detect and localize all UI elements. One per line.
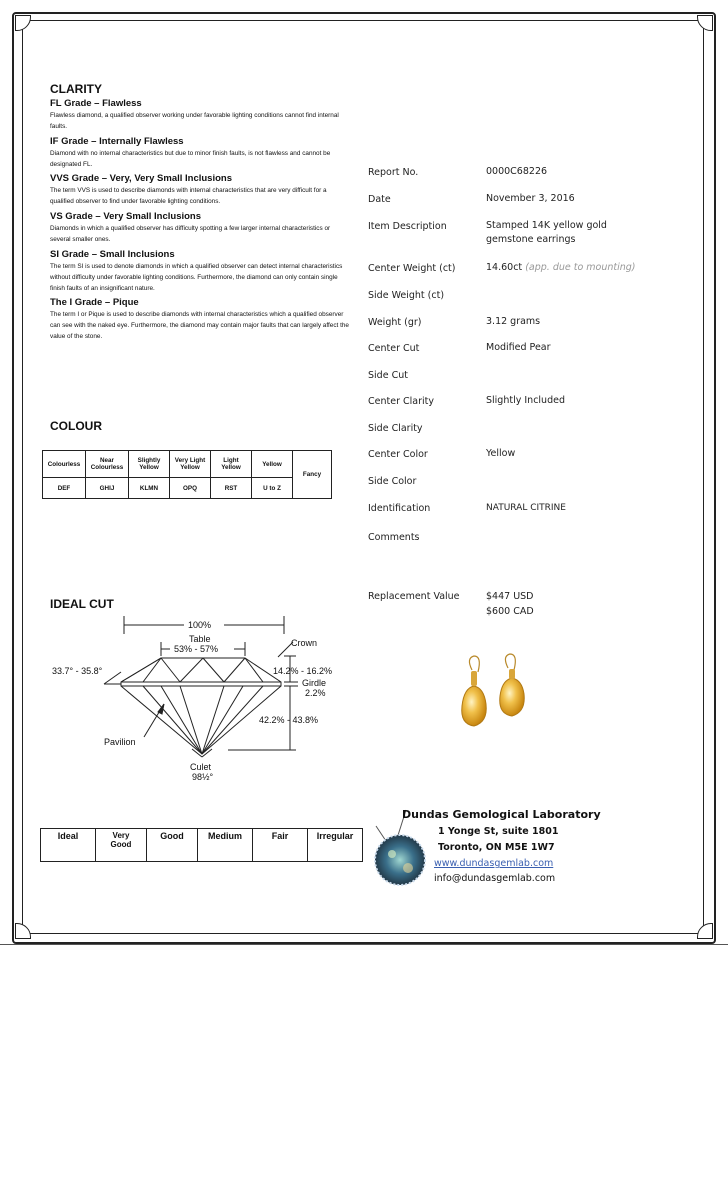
field-label: Center Color xyxy=(368,449,428,460)
center-weight-value: 14.60ct xyxy=(486,262,523,273)
lab-website-link[interactable]: www.dundasgemlab.com xyxy=(434,858,554,869)
cut-pavilion-label: Pavilion xyxy=(104,737,136,747)
cut-table-label: Table xyxy=(189,634,211,644)
earrings-photo xyxy=(450,650,530,750)
field-value: Yellow xyxy=(486,448,516,459)
colour-col-grades: KLMN xyxy=(129,478,170,499)
colour-col-name: Very Light Yellow xyxy=(170,451,211,478)
clarity-grade-desc: Diamonds in which a qualified observer has difficulty spotting a few larger internal characteristics or several smaller ones. xyxy=(50,225,331,243)
cut-grade-fair: Fair xyxy=(253,829,308,862)
clarity-title: CLARITY xyxy=(50,82,102,96)
cut-grade-good: Good xyxy=(147,829,198,862)
field-label: Comments xyxy=(368,532,420,543)
colour-col-name: Slightly Yellow xyxy=(129,451,170,478)
lab-name: Dundas Gemological Laboratory xyxy=(402,808,601,821)
clarity-grade-desc: The term I or Pique is used to describe diamonds with internal characteristics which a qualified observer can see with the naked eye. Furthermore, the diamond may contain major faults that can largely affect the value of the stone. xyxy=(50,311,349,340)
clarity-grade-heading: VVS Grade – Very, Very Small Inclusions xyxy=(50,173,232,184)
field-value: Stamped 14K yellow gold gemstone earrings xyxy=(486,220,607,245)
cut-table-range: 53% - 57% xyxy=(174,644,219,654)
cut-total-label: 100% xyxy=(188,620,212,630)
field-label: Side Color xyxy=(368,476,417,487)
clarity-grade-heading: VS Grade – Very Small Inclusions xyxy=(50,211,202,222)
colour-col-name: Yellow xyxy=(252,451,293,478)
field-label: Side Weight (ct) xyxy=(368,290,445,301)
page-edge-line xyxy=(0,944,728,945)
field-label: Identification xyxy=(368,503,431,514)
field-value: 3.12 grams xyxy=(486,316,541,327)
replacement-usd: $447 USD xyxy=(486,591,534,602)
cut-girdle-pct: 2.2% xyxy=(305,688,326,698)
clarity-grade-desc: Flawless diamond, a qualified observer working under favorable lighting conditions cannot find internal faults. xyxy=(50,112,339,130)
cut-crown-angle: 33.7° - 35.8° xyxy=(52,666,103,676)
field-label: Item Description xyxy=(368,221,447,232)
cut-grade-label: Very Good xyxy=(110,831,132,849)
colour-col-grades: GHIJ xyxy=(86,478,129,499)
field-value: Modified Pear xyxy=(486,342,551,353)
replacement-label: Replacement Value xyxy=(368,591,460,602)
clarity-grade-heading: The I Grade – Pique xyxy=(50,297,139,308)
field-label: Weight (gr) xyxy=(368,317,422,328)
cut-crown-label: Crown xyxy=(291,638,318,648)
colour-col-name: Fancy xyxy=(293,451,332,499)
cut-culet-angle: 98½° xyxy=(192,772,214,782)
field-label: Center Clarity xyxy=(368,396,434,407)
replacement-cad: $600 CAD xyxy=(486,606,534,617)
ideal-cut-title: IDEAL CUT xyxy=(50,597,114,611)
colour-scale-table xyxy=(42,450,332,499)
colour-col-name: Near Colourless xyxy=(86,451,129,478)
clarity-grade-heading: IF Grade – Internally Flawless xyxy=(50,136,184,147)
cut-grade-table xyxy=(40,828,363,862)
center-weight-note: (app. due to mounting) xyxy=(525,262,636,273)
clarity-grade-desc: The term SI is used to denote diamonds in which a qualified observer can detect internal characteristics without difficulty under favorable lighting conditions. Furthermore, the diamond can only contain single finish faults of an insignificant nature. xyxy=(50,263,343,292)
clarity-grade-heading: SI Grade – Small Inclusions xyxy=(50,249,175,260)
cut-culet-label: Culet xyxy=(190,762,212,772)
colour-col-grades: OPQ xyxy=(170,478,211,499)
cut-crown-height: 14.2% - 16.2% xyxy=(273,666,333,676)
clarity-grade-desc: Diamond with no internal characteristics but due to minor finish faults, is not flawless and cannot be designated FL. xyxy=(50,150,331,168)
cut-grade-irregular: Irregular xyxy=(308,829,363,862)
cut-girdle-label: Girdle xyxy=(302,678,327,688)
colour-col-grades: U to Z xyxy=(252,478,293,499)
cut-pavilion-depth: 42.2% - 43.8% xyxy=(259,715,319,725)
lab-address-2: Toronto, ON M5E 1W7 xyxy=(438,842,555,853)
cut-grade-medium: Medium xyxy=(198,829,253,862)
clarity-grade-heading: FL Grade – Flawless xyxy=(50,98,142,109)
colour-title: COLOUR xyxy=(50,419,102,433)
field-label: Center Cut xyxy=(368,343,420,354)
field-label: Center Weight (ct) xyxy=(368,263,456,274)
cut-grade-ideal: Ideal xyxy=(41,829,96,862)
colour-col-grades: DEF xyxy=(43,478,86,499)
field-value-center-weight xyxy=(486,261,706,275)
field-label: Side Cut xyxy=(368,370,408,381)
colour-col-name: Light Yellow xyxy=(211,451,252,478)
lab-email: info@dundasgemlab.com xyxy=(434,873,556,884)
cut-grade-very-good xyxy=(96,829,147,862)
field-value: Slightly Included xyxy=(486,395,565,406)
lab-address-1: 1 Yonge St, suite 1801 xyxy=(438,826,559,837)
field-label: Side Clarity xyxy=(368,423,423,434)
field-value: 0000C68226 xyxy=(486,166,548,177)
field-label: Date xyxy=(368,194,391,205)
colour-col-name: Colourless xyxy=(43,451,86,478)
field-label: Report No. xyxy=(368,167,419,178)
field-value: November 3, 2016 xyxy=(486,193,575,204)
field-value: NATURAL CITRINE xyxy=(486,503,566,513)
clarity-grade-desc: The term VVS is used to describe diamonds with internal characteristics that are very difficult for a qualified observer to find under favorable lighting conditions. xyxy=(50,187,327,205)
colour-col-grades: RST xyxy=(211,478,252,499)
